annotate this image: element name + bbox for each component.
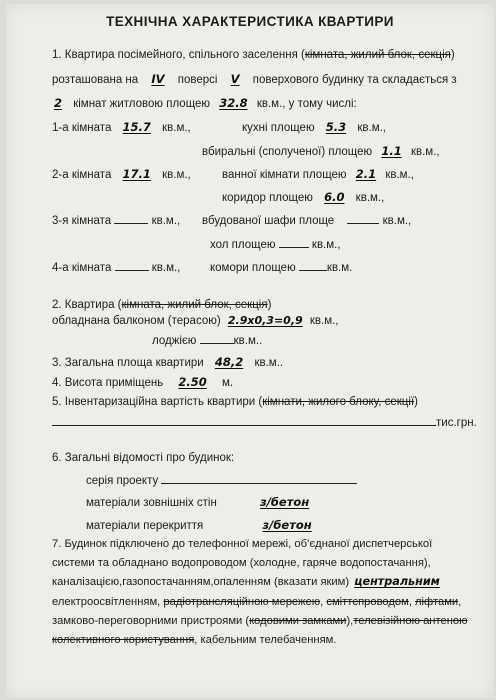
heating-label: каналізацією,газопостачанням,опаленням (вказати яким) xyxy=(52,576,350,588)
bath-value: 2.1 xyxy=(355,167,377,181)
height-label: 4. Висота приміщень xyxy=(52,377,164,389)
floors-total-value: V xyxy=(230,72,240,86)
s1-line3 xyxy=(52,96,357,111)
s1-line1-text: 1. Квартира посімейного, спільного заселення ( xyxy=(52,49,305,61)
s2-line1 xyxy=(52,298,271,312)
balcony-value: 2.9х0,3=0,9 xyxy=(227,314,303,327)
s2-line1-struck: кімната, жилий блок, секція xyxy=(121,299,268,311)
loggia-unit: кв.м.. xyxy=(233,335,263,347)
storage-blank xyxy=(299,260,327,271)
tv-antenna-struck: телевізійною антеною xyxy=(353,615,468,627)
code-locks-struck: кодовими замками xyxy=(249,615,347,627)
room2-value: 17.1 xyxy=(122,167,151,181)
room4-unit: кв.м., xyxy=(151,262,181,274)
builtin-blank xyxy=(347,213,379,224)
collective-use-struck: колективного користування xyxy=(52,634,195,646)
room1-line xyxy=(52,120,191,135)
room3-line xyxy=(52,213,180,228)
height-value: 2.50 xyxy=(178,375,207,389)
floor-label: розташована на xyxy=(52,74,139,86)
ceilings-value: з/бетон xyxy=(262,518,312,532)
room4-blank xyxy=(115,260,149,271)
room3-blank xyxy=(114,213,148,224)
storage-unit: кв.м. xyxy=(326,262,353,274)
balcony-line xyxy=(52,314,339,328)
inventory-value-close: ) xyxy=(414,396,418,408)
s2-line1-close: ) xyxy=(267,299,272,311)
hall-line xyxy=(210,237,341,252)
room1-value: 15.7 xyxy=(122,120,151,134)
s7-line3 xyxy=(52,575,458,589)
s1-line1-struck: кімната, жилий блок, секція xyxy=(304,49,451,61)
s7-line5-close: ), xyxy=(346,615,354,627)
series-blank xyxy=(161,473,357,484)
inventory-value-label: 5. Інвентаризаційна вартість квартири ( xyxy=(52,396,263,408)
builtin-label: вбудованої шафи площе xyxy=(202,215,335,227)
corridor-unit: кв.м., xyxy=(355,192,385,204)
s7-line4-comma3: , xyxy=(458,596,462,608)
wc-label: вбиральні (сполученої) площею xyxy=(202,146,373,158)
s7-line4-text: електроосвітленням, xyxy=(52,596,161,608)
elevators-struck: ліфтами xyxy=(415,596,459,608)
s7-line4-comma1: , xyxy=(320,596,324,608)
s1-line1-close: ) xyxy=(450,49,455,61)
room1-label: 1-а кімната xyxy=(52,122,112,134)
room2-line xyxy=(52,167,191,182)
document-title: ТЕХНІЧНА ХАРАКТЕРИСТИКА КВАРТИРИ xyxy=(106,14,394,29)
room2-unit: кв.м., xyxy=(162,169,191,181)
s1-line1 xyxy=(52,48,455,62)
kitchen-unit: кв.м., xyxy=(357,122,386,134)
hall-unit: кв.м., xyxy=(311,239,341,251)
builtin-line xyxy=(202,213,411,228)
wc-line xyxy=(202,144,440,159)
walls-line xyxy=(86,495,359,510)
bath-unit: кв.м., xyxy=(385,169,414,181)
wc-unit: кв.м., xyxy=(410,146,440,158)
radio-network-struck: радіотрансляційною мережею xyxy=(163,596,321,608)
s7-line4 xyxy=(52,595,461,609)
living-area-label: кімнат житловою площею xyxy=(73,98,211,110)
builtin-unit: кв.м., xyxy=(382,215,412,227)
hall-label: хол площею xyxy=(210,239,276,251)
wc-value: 1.1 xyxy=(381,144,402,158)
loggia-label: лоджією xyxy=(152,335,197,347)
s4-line xyxy=(52,375,233,390)
corridor-value: 6.0 xyxy=(324,190,345,204)
corridor-label: коридор площею xyxy=(222,192,313,204)
inventory-value-currency: тис.грн. xyxy=(436,417,477,429)
balcony-unit: кв.м., xyxy=(309,315,339,327)
bath-line xyxy=(222,167,414,182)
room4-line xyxy=(52,260,180,275)
room4-label: 4-а кімната xyxy=(52,262,112,274)
floors-total-label: поверхового будинку та складається з xyxy=(252,74,457,86)
living-area-value: 32.8 xyxy=(219,96,248,110)
loggia-line xyxy=(152,333,262,348)
balcony-label: обладнана балконом (терасою) xyxy=(52,315,221,327)
garbage-chute-struck: сміттєпроводом xyxy=(326,596,409,608)
kitchen-line xyxy=(242,120,386,135)
storage-line xyxy=(210,260,352,275)
series-line xyxy=(86,473,357,488)
kitchen-label: кухні площею xyxy=(242,122,315,134)
s7-line2: системи та обладнано водопроводом (холодне, гаряче водопостачання), xyxy=(52,557,431,569)
series-label: серія проекту xyxy=(86,475,159,487)
s7-line6 xyxy=(52,633,336,647)
hall-blank xyxy=(279,237,309,248)
cable-tv-text: , кабельним телебаченням. xyxy=(194,634,337,646)
kitchen-value: 5.3 xyxy=(325,120,347,134)
loggia-blank xyxy=(200,333,234,344)
room2-label: 2-а кімната xyxy=(52,169,112,181)
height-unit: м. xyxy=(222,377,234,389)
s1-line2 xyxy=(52,72,457,87)
floor-unit: поверсі xyxy=(177,74,218,86)
ceilings-label: матеріали перекриття xyxy=(86,520,204,532)
s7-line4-comma2: , xyxy=(408,596,412,608)
total-area-label: 3. Загальна площа квартири xyxy=(52,357,204,369)
total-area-value: 48,2 xyxy=(214,355,244,369)
room1-unit: кв.м., xyxy=(162,122,191,134)
inventory-value-struck: кімнати, жилого блоку, секції xyxy=(262,396,415,408)
inventory-value-blank xyxy=(52,415,436,426)
ceilings-line xyxy=(86,518,362,533)
corridor-line xyxy=(222,190,384,205)
room3-unit: кв.м., xyxy=(151,215,181,227)
floor-value: IV xyxy=(151,72,165,86)
s2-line1-text: 2. Квартира ( xyxy=(52,299,122,311)
walls-value: з/бетон xyxy=(260,495,310,509)
total-area-unit: кв.м.. xyxy=(254,357,284,369)
walls-label: матеріали зовнішніх стін xyxy=(86,497,217,509)
storage-label: комори площею xyxy=(210,262,296,274)
s7-line1: 7. Будинок підключено до телефонної мережі, об’єднаної диспетчерської xyxy=(52,538,433,550)
s3-line xyxy=(52,355,283,370)
intercom-label: замково-переговорними пристроями ( xyxy=(52,615,250,627)
room3-label: 3-я кімната xyxy=(52,215,112,227)
s5-line2 xyxy=(52,415,477,430)
s6-heading: 6. Загальні відомості про будинок: xyxy=(52,452,235,464)
heating-value: центральним xyxy=(354,575,440,588)
s5-line1 xyxy=(52,395,418,409)
s7-line5 xyxy=(52,614,467,628)
document-page xyxy=(6,4,494,698)
rooms-count-value: 2 xyxy=(54,96,63,110)
bath-label: ванної кімнати площею xyxy=(222,169,347,181)
living-area-unit: кв.м., у тому числі: xyxy=(256,98,357,110)
